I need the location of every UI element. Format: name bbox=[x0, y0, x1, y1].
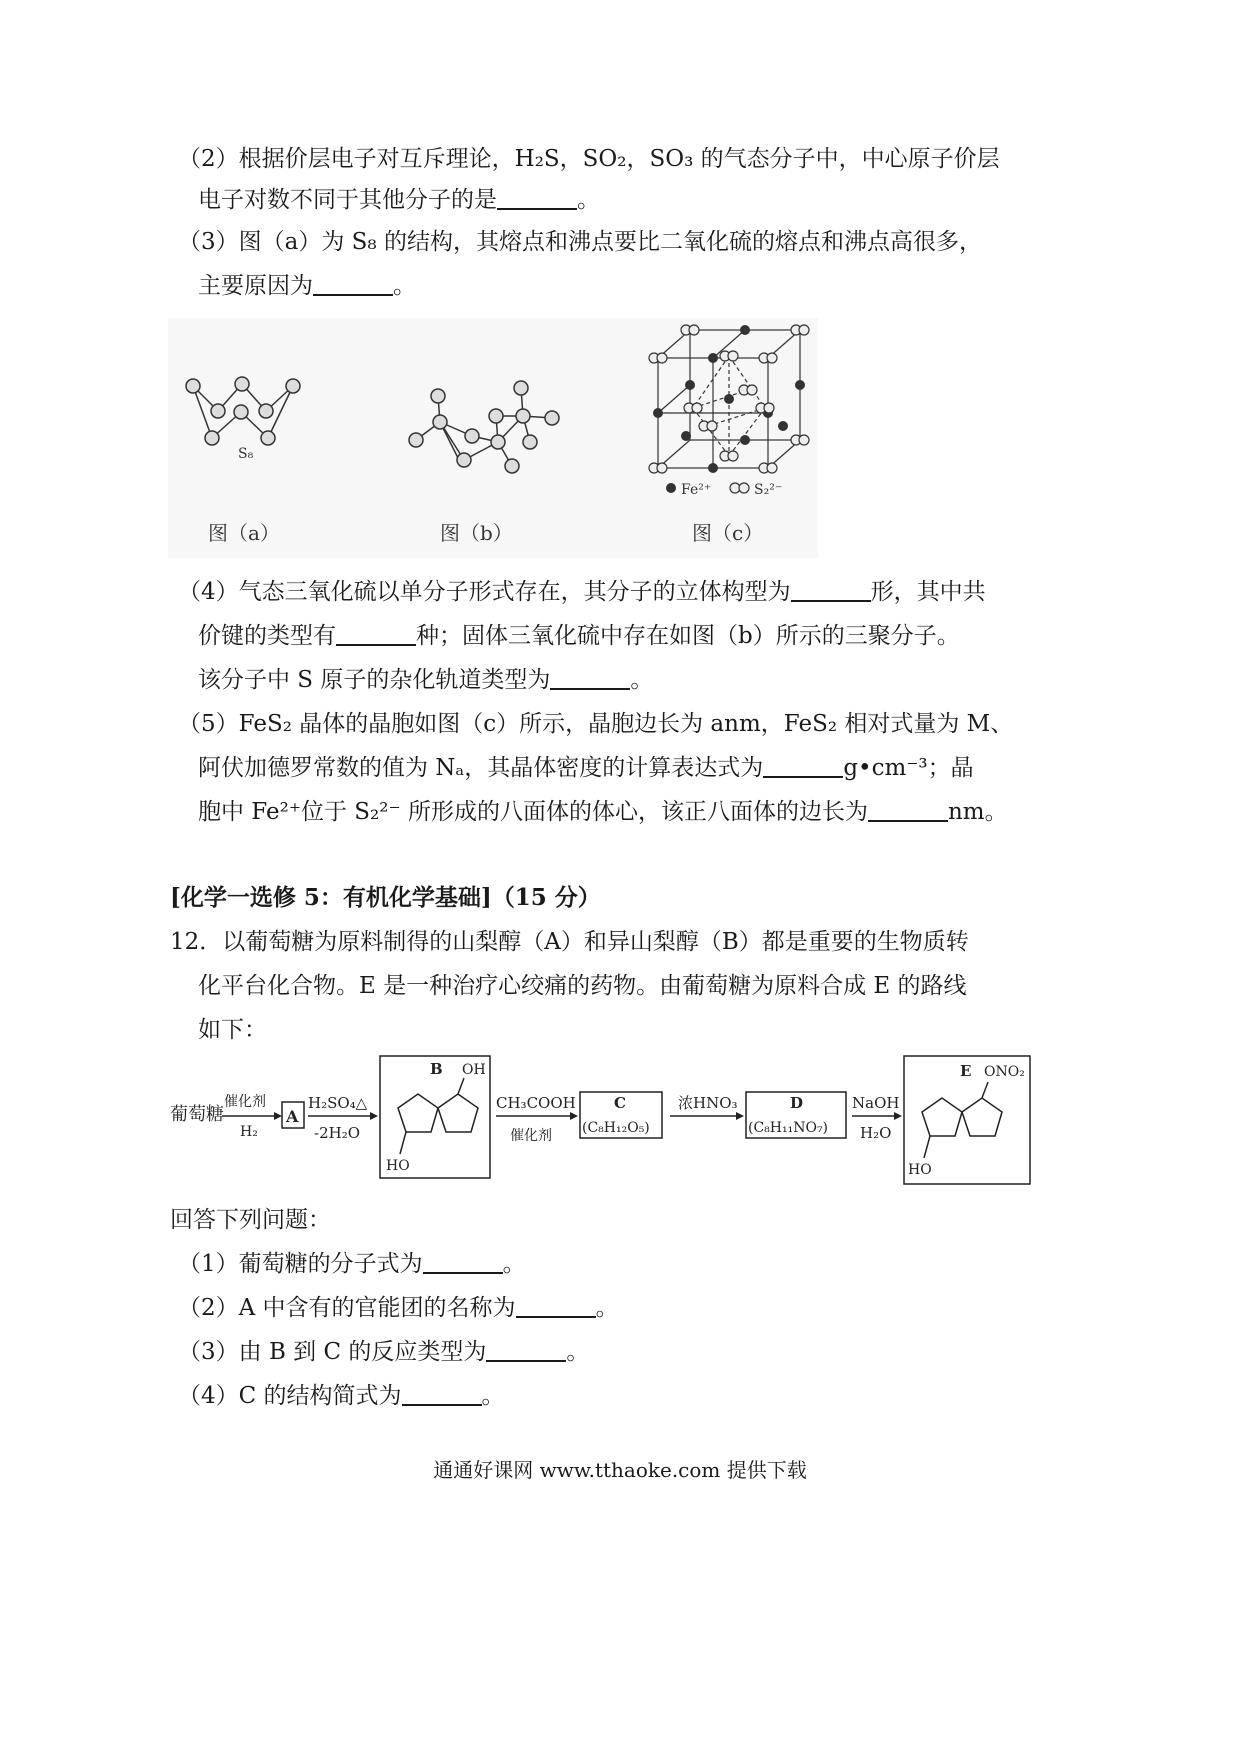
q2-line2-text: 电子对数不同于其他分子的是 bbox=[198, 187, 497, 213]
question-2-end: 。 bbox=[595, 1295, 619, 1321]
q12-line3: 如下： bbox=[198, 1017, 267, 1043]
step5-reagent: NaOH bbox=[852, 1094, 900, 1112]
question-4-end: 。 bbox=[481, 1383, 505, 1409]
q5-line2 bbox=[198, 752, 974, 784]
step3-reagent: CH₃COOH bbox=[496, 1094, 576, 1112]
q4-line2-text-b: 种；固体三氧化硫中存在如图（b）所示的三聚分子。 bbox=[416, 623, 960, 649]
figure-a-label: S₈ bbox=[238, 446, 254, 462]
step3-catalyst: 催化剂 bbox=[510, 1128, 552, 1144]
legend-s2-dot-2 bbox=[739, 483, 749, 493]
compound-b-ho: HO bbox=[386, 1158, 410, 1174]
question-3-end: 。 bbox=[566, 1339, 590, 1365]
section-title: [化学一选修 5：有机化学基础]（15 分） bbox=[170, 884, 601, 911]
answer-blank bbox=[516, 1294, 596, 1318]
arrow-5-head bbox=[894, 1112, 902, 1120]
question-1-end: 。 bbox=[502, 1251, 526, 1277]
answer-blank bbox=[313, 272, 393, 296]
arrow-1-head bbox=[274, 1112, 282, 1120]
figure-a-caption: 图（a） bbox=[208, 521, 280, 545]
answer-blank bbox=[497, 186, 577, 210]
legend-fe-label: Fe²⁺ bbox=[681, 482, 712, 498]
compound-c-label: C bbox=[614, 1094, 626, 1112]
answer-blank bbox=[763, 754, 843, 778]
q3-line2 bbox=[198, 270, 416, 302]
scheme-start: 葡萄糖 bbox=[170, 1104, 224, 1125]
answer-blank bbox=[336, 622, 416, 646]
answer-blank bbox=[402, 1382, 482, 1406]
answer-blank bbox=[868, 798, 948, 822]
step2-condition: -2H₂O bbox=[314, 1124, 361, 1142]
compound-a-label: A bbox=[286, 1107, 299, 1126]
answer-blank bbox=[423, 1250, 503, 1274]
question-1-text: （1）葡萄糖的分子式为 bbox=[178, 1251, 423, 1277]
figure-c-caption: 图（c） bbox=[692, 521, 764, 545]
figure-a-s8-structure bbox=[186, 377, 300, 445]
q5-line3 bbox=[198, 796, 1008, 828]
q3-line2-end: 。 bbox=[393, 273, 416, 299]
q4-line3-text-b: 。 bbox=[630, 667, 654, 693]
answer-blank bbox=[550, 666, 630, 690]
figure-b-trimer-structure bbox=[409, 381, 559, 473]
step1-reagent: 催化剂 bbox=[224, 1094, 266, 1110]
arrow-2-head bbox=[370, 1112, 378, 1120]
compound-e-ho: HO bbox=[908, 1162, 932, 1178]
compound-d-label: D bbox=[790, 1094, 804, 1112]
q2-line1: （2）根据价层电子对互斥理论，H₂S，SO₂，SO₃ 的气态分子中，中心原子价层 bbox=[178, 146, 1000, 172]
figure-b-caption: 图（b） bbox=[440, 521, 513, 545]
q5-line3-text-b: nm。 bbox=[947, 799, 1008, 825]
question-2 bbox=[178, 1292, 619, 1324]
question-3-text: （3）由 B 到 C 的反应类型为 bbox=[178, 1339, 487, 1365]
question-4-text: （4）C 的结构简式为 bbox=[178, 1383, 402, 1409]
page-footer: 通通好课网 www.tthaoke.com 提供下载 bbox=[433, 1458, 807, 1482]
q4-line1-text-a: （4）气态三氧化硫以单分子形式存在，其分子的立体构型为 bbox=[178, 579, 791, 605]
compound-e-rings bbox=[922, 1082, 1002, 1158]
q3-line2-text: 主要原因为 bbox=[198, 273, 313, 299]
q5-line2-text-b: g•cm⁻³；晶 bbox=[843, 755, 974, 781]
compound-e-ono2: ONO₂ bbox=[984, 1064, 1025, 1080]
step5-condition: H₂O bbox=[860, 1124, 892, 1142]
questions-intro: 回答下列问题： bbox=[170, 1207, 331, 1233]
question-2-text: （2）A 中含有的官能团的名称为 bbox=[178, 1295, 516, 1321]
q5-line1: （5）FeS₂ 晶体的晶胞如图（c）所示，晶胞边长为 anm，FeS₂ 相对式量为 M、 bbox=[178, 711, 1014, 737]
q12-line1: 12．以葡萄糖为原料制得的山梨醇（A）和异山梨醇（B）都是重要的生物质转 bbox=[170, 929, 969, 955]
step4-reagent: 浓HNO₃ bbox=[678, 1094, 738, 1112]
reaction-scheme bbox=[166, 1050, 1034, 1190]
q4-line2 bbox=[198, 620, 960, 652]
compound-b-label: B bbox=[430, 1060, 443, 1078]
q4-line1 bbox=[178, 576, 986, 608]
answer-blank bbox=[486, 1338, 566, 1362]
arrow-4-head bbox=[736, 1112, 744, 1120]
answer-blank bbox=[791, 578, 871, 602]
step2-reagent: H₂SO₄△ bbox=[308, 1094, 368, 1112]
compound-d-formula: (C₈H₁₁NO₇) bbox=[748, 1120, 829, 1136]
legend-s2-label: S₂²⁻ bbox=[754, 482, 783, 498]
q4-line2-text-a: 价键的类型有 bbox=[198, 623, 336, 649]
arrow-3-head bbox=[570, 1112, 578, 1120]
q3-line1: （3）图（a）为 S₈ 的结构，其熔点和沸点要比二氧化硫的熔点和沸点高很多， bbox=[178, 229, 982, 255]
q4-line3 bbox=[198, 664, 653, 696]
q5-line3-text-a: 胞中 Fe²⁺位于 S₂²⁻ 所形成的八面体的体心，该正八面体的边长为 bbox=[198, 799, 868, 825]
step1-condition: H₂ bbox=[240, 1124, 258, 1140]
figure-panel bbox=[168, 318, 818, 558]
question-1 bbox=[178, 1248, 526, 1280]
compound-c-formula: (C₈H₁₂O₅) bbox=[582, 1120, 650, 1136]
q2-line2-end: 。 bbox=[577, 187, 600, 213]
legend-fe-dot bbox=[666, 483, 676, 493]
question-4 bbox=[178, 1380, 505, 1412]
compound-b-oh: OH bbox=[462, 1062, 486, 1078]
q4-line1-text-b: 形，其中共 bbox=[870, 579, 986, 605]
figures-svg bbox=[168, 318, 818, 558]
q12-line2: 化平台化合物。E 是一种治疗心绞痛的药物。由葡萄糖为原料合成 E 的路线 bbox=[198, 973, 967, 999]
q5-line2-text-a: 阿伏加德罗常数的值为 Nₐ，其晶体密度的计算表达式为 bbox=[198, 755, 764, 781]
question-3 bbox=[178, 1336, 589, 1368]
compound-e-label: E bbox=[960, 1062, 972, 1080]
compound-b-rings bbox=[398, 1078, 478, 1154]
q2-line2 bbox=[198, 184, 600, 216]
q4-line3-text-a: 该分子中 S 原子的杂化轨道类型为 bbox=[198, 667, 551, 693]
scheme-svg bbox=[166, 1050, 1034, 1190]
